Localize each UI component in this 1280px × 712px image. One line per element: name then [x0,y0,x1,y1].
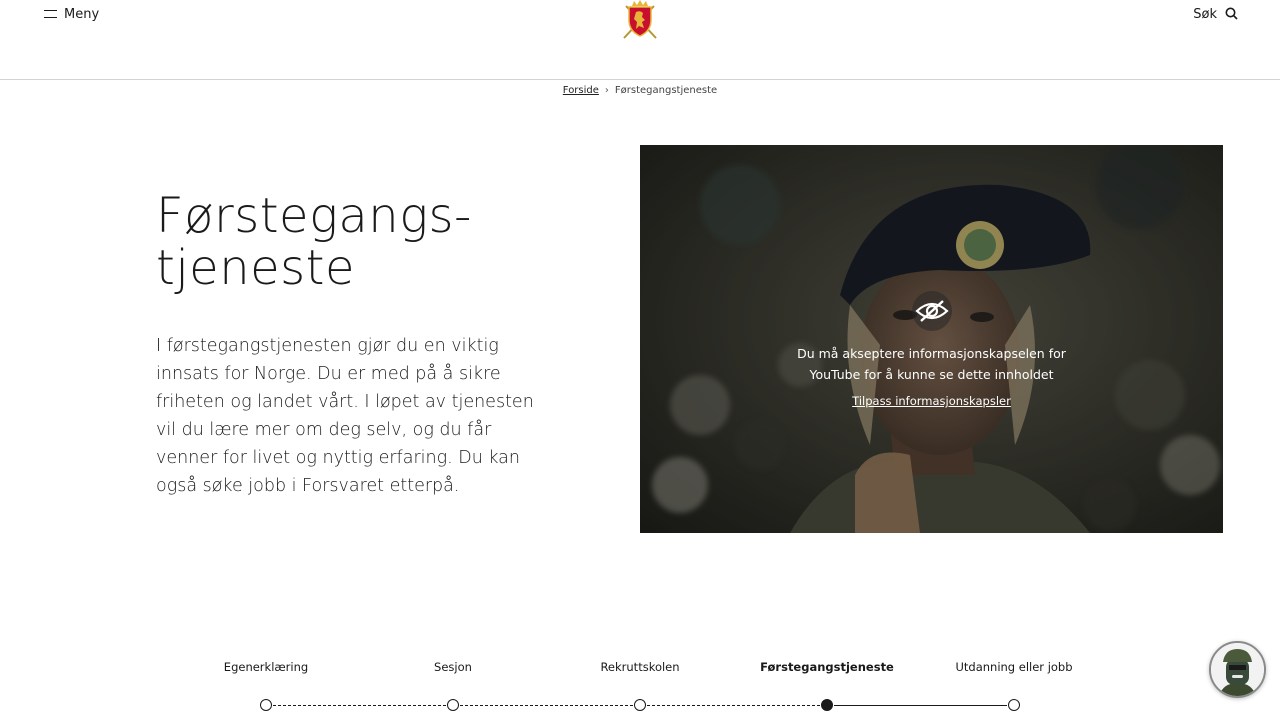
chat-assistant-button[interactable] [1209,641,1266,698]
timeline-connector [460,705,633,706]
timeline-connector [834,705,1007,706]
search-icon [1225,5,1238,24]
timeline-step-label[interactable]: Egenerklæring [223,660,309,674]
intro-paragraph: I førstegangstjenesten gjør du en viktig innsats for Norge. Du er med på å sikre friheten og landet vårt. I løpet av tjenesten vil du lære mer om deg selv, og du får venner for livet og nyttig erfaring. Du kan også søke jobb i Forsvaret etterpå. [156,336,534,496]
timeline-step-label[interactable]: Utdanning eller jobb [955,660,1073,674]
crest-logo[interactable] [620,0,660,42]
page-title-line-1: Førstegangs- [156,188,472,244]
menu-label: Meny [64,6,100,22]
timeline-dot[interactable] [447,699,459,711]
timeline-step-label[interactable]: Rekruttskolen [600,660,680,674]
timeline-step-label-active[interactable]: Førstegangstjeneste [760,660,894,674]
consent-message: Du må akseptere informasjonskapselen for YouTube for å kunne se dette innholdet [797,346,1066,382]
hamburger-icon [44,10,57,19]
soldier-avatar-icon [1211,643,1264,696]
page-title-line-2: tjeneste [156,240,355,296]
timeline-dot[interactable] [260,699,272,711]
timeline-step-label[interactable]: Sesjon [434,660,472,674]
site-header [0,0,1280,80]
timeline-connector [273,705,446,706]
cookie-consent-notice [640,291,1223,409]
breadcrumb [0,83,1280,97]
page-title [156,190,576,294]
timeline-dot-active[interactable] [821,699,833,711]
breadcrumb-current: Førstegangstjeneste [614,84,718,96]
chevron-right-icon: › [604,84,609,96]
menu-button[interactable] [44,5,99,23]
search-label: Søk [1193,6,1217,22]
eye-off-icon [912,291,952,331]
cookie-settings-link[interactable]: Tilpass informasjonskapsler [852,394,1011,408]
video-embed [640,145,1223,533]
service-timeline [0,655,1280,712]
timeline-connector [647,705,820,706]
search-button[interactable] [1193,5,1238,23]
breadcrumb-home-link[interactable]: Forside [562,84,599,96]
timeline-dot[interactable] [1008,699,1020,711]
timeline-dot[interactable] [634,699,646,711]
